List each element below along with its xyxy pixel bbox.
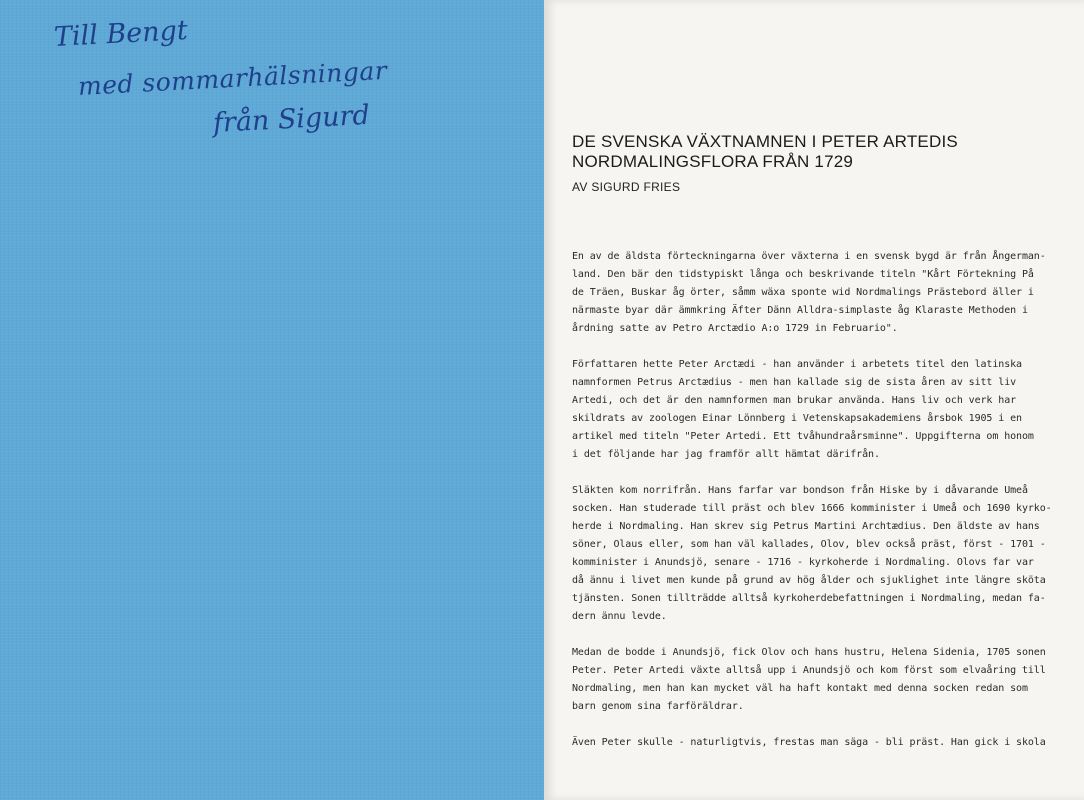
paragraph-line: då ännu i livet men kunde på grund av hög ålder och sjuklighet inte längre sköta	[572, 575, 1046, 586]
inscription-line-3: från Sigurd	[212, 99, 371, 139]
paragraph-line: dern ännu levde.	[572, 611, 667, 622]
paragraph-line: Släkten kom norrifrån. Hans farfar var bondson från Hiske by i dåvarande Umeå	[572, 485, 1028, 496]
paragraph-line: herde i Nordmaling. Han skrev sig Petrus Martini Archtædius. Den äldste av hans	[572, 521, 1040, 532]
article-title-line: DE SVENSKA VÄXTNAMNEN I PETER ARTEDIS	[572, 132, 958, 151]
article-body	[572, 248, 1052, 770]
article-paragraph	[572, 734, 1046, 752]
paragraph-line: komminister i Anundsjö, senare - 1716 - kyrkoherde i Nordmaling. Olovs far var	[572, 557, 1034, 568]
paragraph-line: söner, Olaus eller, som han väl kallades, Olov, blev också präst, först - 1701 -	[572, 539, 1046, 550]
paragraph-line: artikel med titeln "Peter Artedi. Ett tvåhundraårsminne". Uppgifterna om honom	[572, 431, 1034, 442]
paragraph-line: årdning satte av Petro Arctædio A:o 1729 in Februario".	[572, 323, 898, 334]
article-author: AV SIGURD FRIES	[572, 180, 681, 194]
paragraph-line: Peter. Peter Artedi växte alltså upp i Anundsjö och kom först som elvaåring till	[572, 665, 1046, 676]
paragraph-line: i det följande har jag framför allt hämtat därifrån.	[572, 449, 880, 460]
article-paragraph	[572, 248, 1046, 338]
inscription-line-1: Till Bengt	[53, 15, 189, 53]
paragraph-line: Även Peter skulle - naturligtvis, frestas man säga - bli präst. Han gick i skola	[572, 737, 1046, 748]
paragraph-line: barn genom sina farföräldrar.	[572, 701, 744, 712]
paragraph-line: närmaste byar där ämmkring Äfter Dänn Alldra-simplaste åg Klaraste Methoden i	[572, 305, 1028, 316]
article-title-line: NORDMALINGSFLORA FRÅN 1729	[572, 152, 854, 171]
inscription-line-2: med sommarhälsningar	[77, 55, 388, 101]
article-paragraph	[572, 356, 1042, 464]
paragraph-line: skildrats av zoologen Einar Lönnberg i Vetenskapsakademiens årsbok 1905 i en	[572, 413, 1022, 424]
paragraph-line: tjänsten. Sonen tillträdde alltså kyrkoherdebefattningen i Nordmaling, medan fa-	[572, 593, 1046, 604]
paragraph-line: land. Den bär den tidstypiskt långa och beskrivande titeln "Kårt Förtekning På	[572, 269, 1034, 280]
paragraph-line: Författaren hette Peter Arctædi - han använder i arbetets titel den latinska	[572, 359, 1022, 370]
article-paragraph	[572, 644, 1046, 716]
article-paragraph	[572, 482, 1052, 626]
paragraph-line: de Träen, Buskar åg örter, såmm wäxa sponte wid Nordmalings Prästebord äller i	[572, 287, 1034, 298]
paragraph-line: Artedi, och det är den namnformen man brukar använda. Hans liv och verk har	[572, 395, 1017, 406]
paragraph-line: En av de äldsta förteckningarna över växterna i en svensk bygd är från Ångerman-	[572, 251, 1046, 262]
paragraph-line: namnformen Petrus Arctædius - men han kallade sig de sista åren av sitt liv	[572, 377, 1017, 388]
paragraph-line: Medan de bodde i Anundsjö, fick Olov och hans hustru, Helena Sidenia, 1705 sonen	[572, 647, 1046, 658]
paragraph-line: socken. Han studerade till präst och blev 1666 komminister i Umeå och 1690 kyrko-	[572, 503, 1052, 514]
paragraph-line: Nordmaling, men han kan mycket väl ha haft kontakt med denna socken redan som	[572, 683, 1028, 694]
article-title	[572, 132, 1042, 172]
